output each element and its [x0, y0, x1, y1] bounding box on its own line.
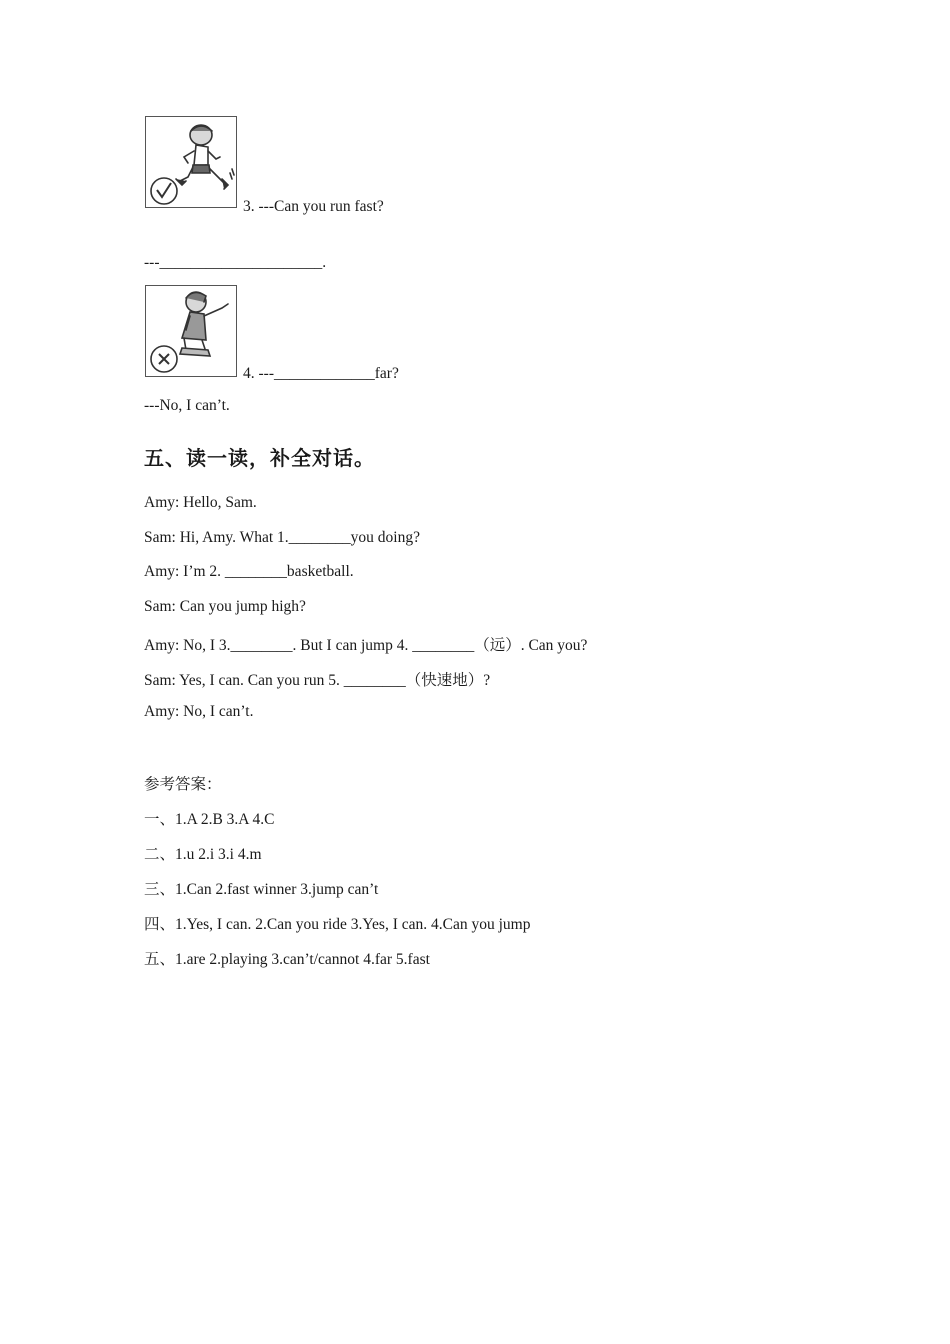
- check-mark-icon: [149, 176, 179, 206]
- q3-answer-line: ---_____________________.: [144, 254, 327, 271]
- q4-question: 4. ---_____________far?: [243, 365, 399, 382]
- dialogue-line: Amy: No, I 3.________. But I can jump 4. ________（远）. Can you?: [144, 637, 588, 654]
- cross-mark-icon: [149, 344, 179, 374]
- answers-title: 参考答案：: [144, 776, 222, 793]
- answer-line: 二、1.u 2.i 3.i 4.m: [144, 846, 262, 863]
- answer-line: 三、1.Can 2.fast winner 3.jump can’t: [144, 881, 379, 898]
- dialogue-line: Sam: Hi, Amy. What 1.________you doing?: [144, 529, 420, 546]
- jumping-girl-picture: [145, 285, 237, 377]
- dialogue-line: Amy: I’m 2. ________basketball.: [144, 563, 354, 580]
- answer-line: 五、1.are 2.playing 3.can’t/cannot 4.far 5.fast: [144, 951, 430, 968]
- dialogue-line: Sam: Can you jump high?: [144, 598, 306, 615]
- answer-line: 四、1.Yes, I can. 2.Can you ride 3.Yes, I can. 4.Can you jump: [144, 916, 531, 933]
- dialogue-line: Sam: Yes, I can. Can you run 5. ________（快速地）?: [144, 672, 491, 689]
- answer-line: 一、1.A 2.B 3.A 4.C: [144, 811, 275, 828]
- dialogue-line: Amy: No, I can’t.: [144, 703, 254, 720]
- dialogue-line: Amy: Hello, Sam.: [144, 494, 257, 511]
- q4-answer: ---No, I can’t.: [144, 397, 230, 414]
- q3-question: 3. ---Can you run fast?: [243, 198, 384, 215]
- section5-heading: 五、读一读，补全对话。: [144, 446, 375, 470]
- running-boy-picture: [145, 116, 237, 208]
